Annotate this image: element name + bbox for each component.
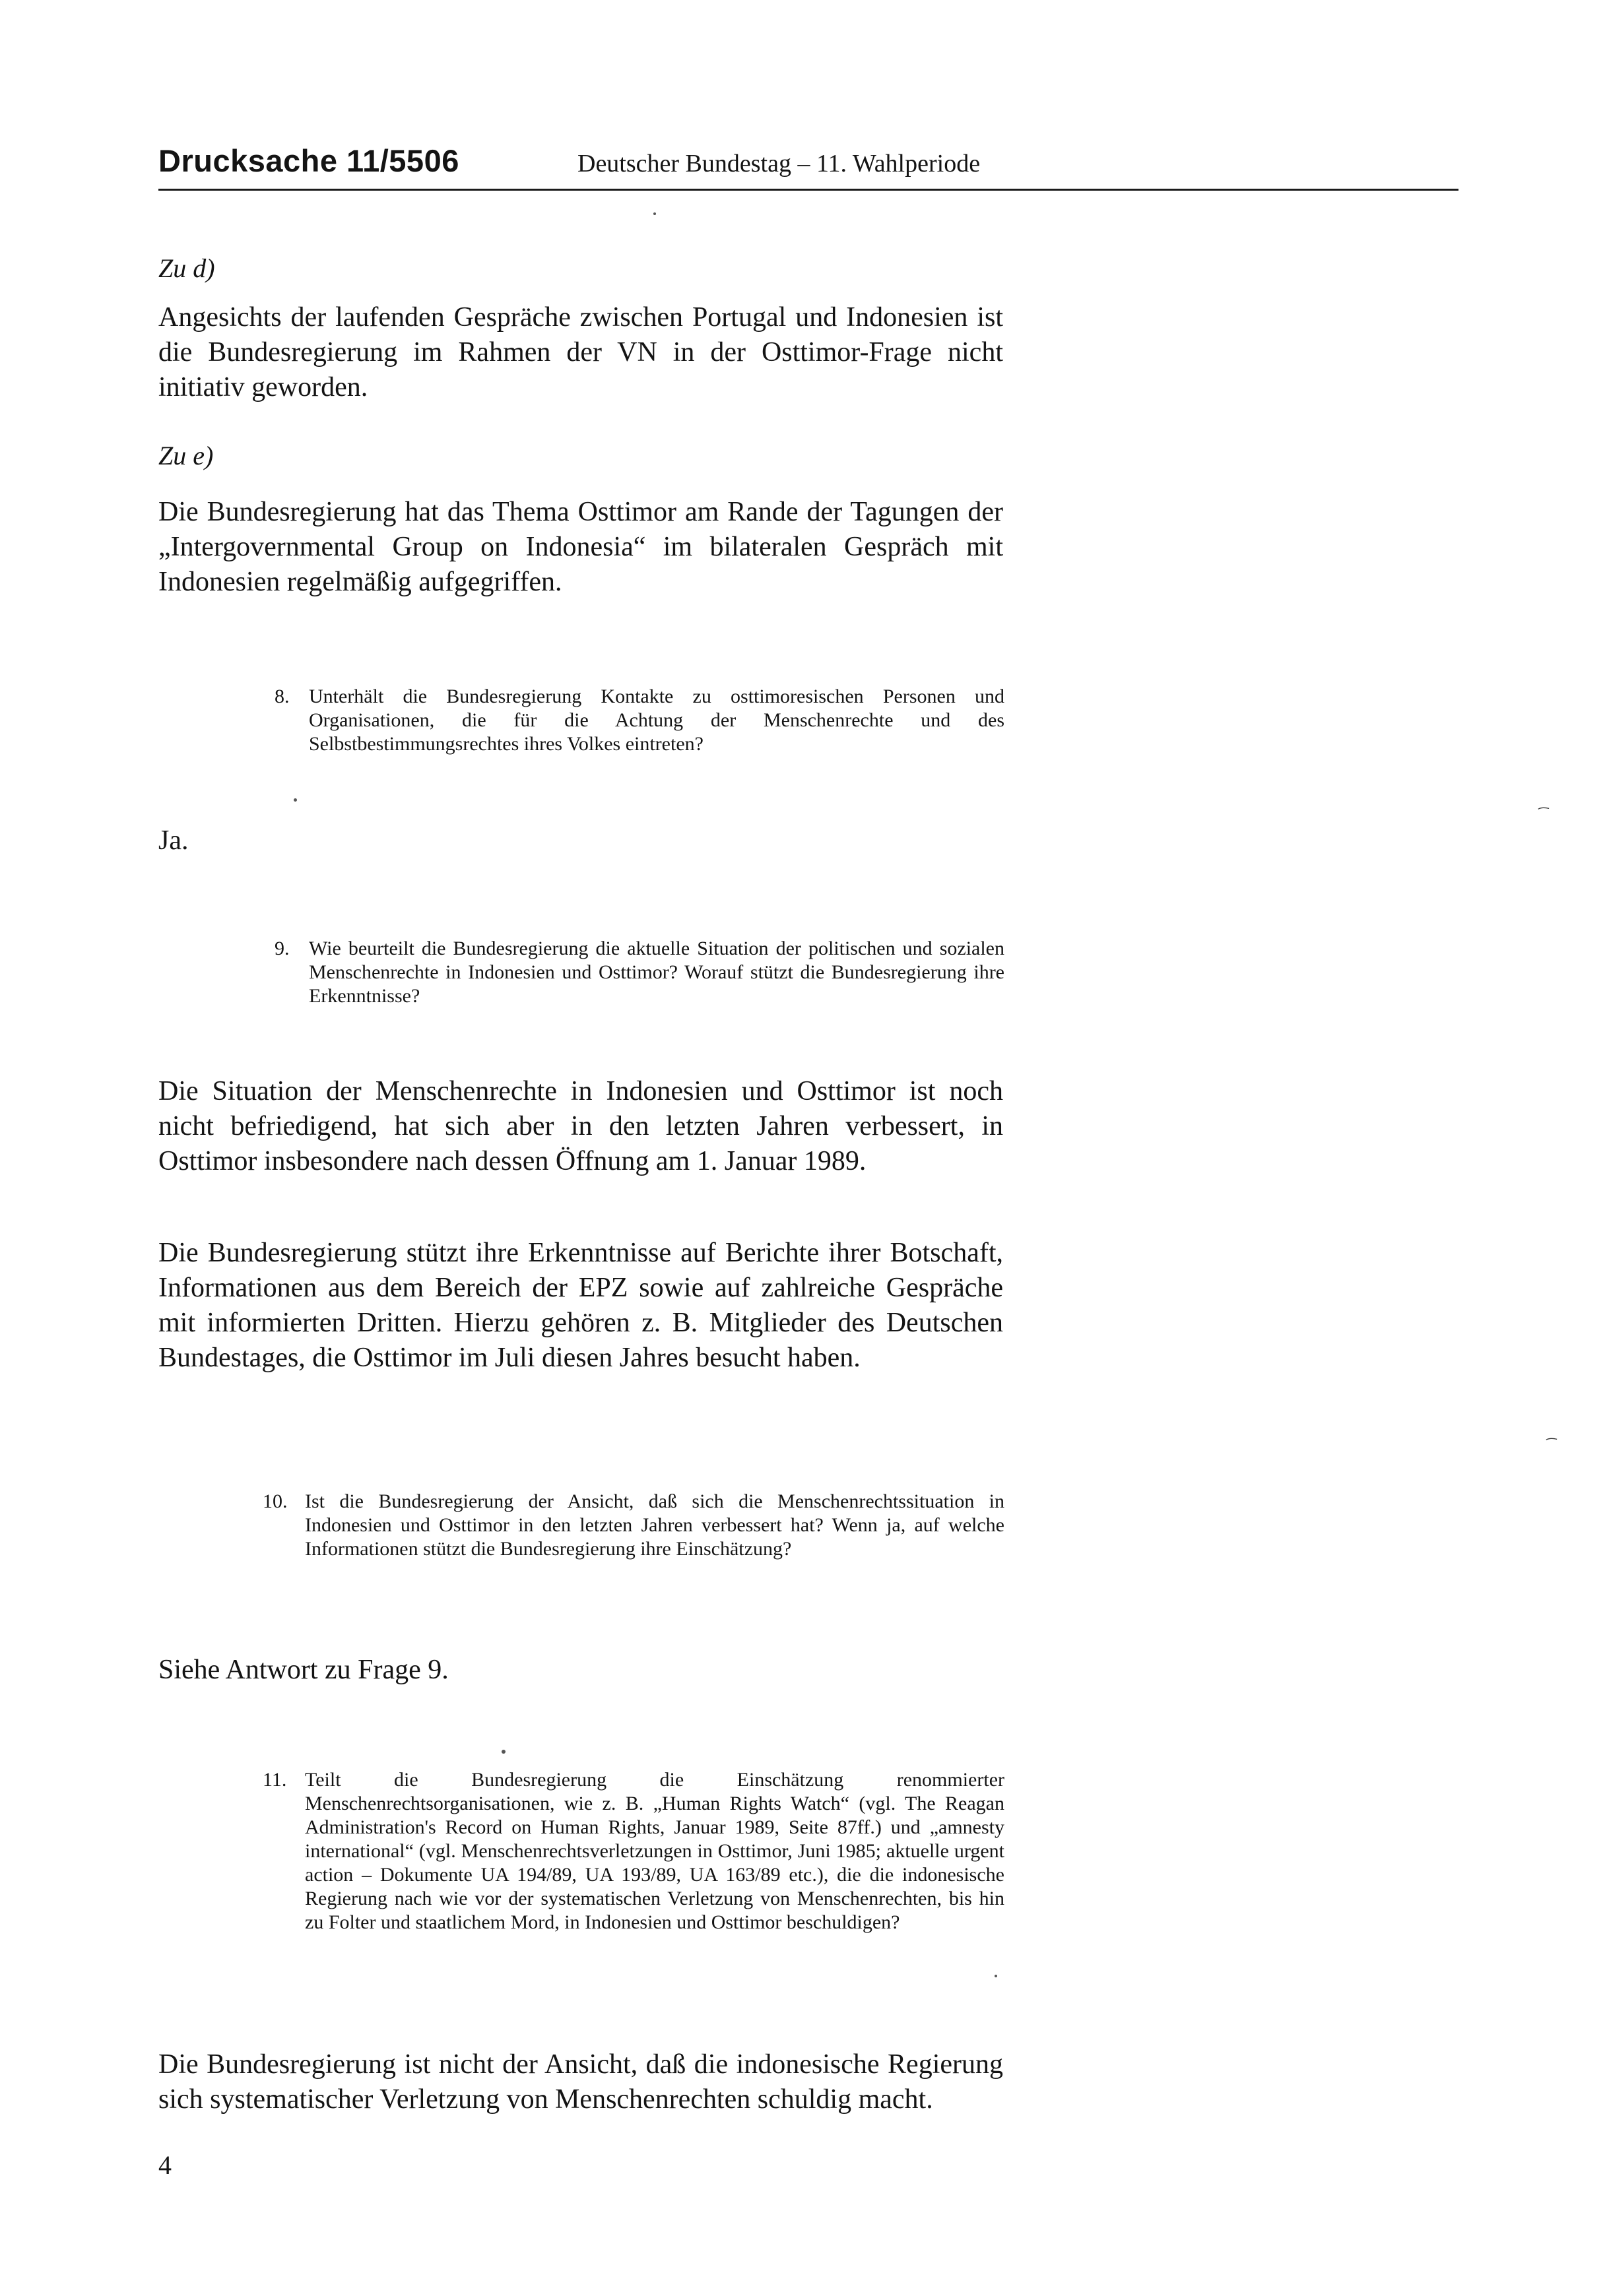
scan-speck [502, 1750, 506, 1754]
question-text: Teilt die Bundesregierung die Einschätzung renommierter Menschenrechtsorganisationen, wie z. B. „Human Rights Watch“ (vgl. The Reagan Administration's Record on Human Rights, Januar 1989, Seite 87ff.) und „amnesty international“ (vgl. Menschenrechtsverletzungen in Osttimor, Juni 1985; aktuelle urgent action – Dokumente UA 194/89, UA 193/89, UA 163/89 etc.), die die indonesische Regierung nach wie vor der systematischen Verletzung von Menschenrechten, bis hin zu Folter und staatlichem Mord, in Indonesien und Osttimor beschuldigen? [305, 1769, 1004, 1933]
answer-11: Die Bundesregierung ist nicht der Ansicht, daß die indonesische Regierung sich systematischer Verletzung von Menschenrechten schuldig macht. [158, 2049, 1003, 2115]
answer-9-paragraph-2: Die Bundesregierung stützt ihre Erkenntnisse auf Berichte ihrer Botschaft, Informationen aus dem Bereich der EPZ sowie auf zahlreiche Gespräche mit informierten Dritten. Hierzu gehören z. B. Mitglieder des Deutschen Bundestages, die Osttimor im Juli diesen Jahres besucht haben. [158, 1238, 1003, 1373]
question-9 [275, 937, 1004, 1008]
answer-8: Ja. [158, 825, 189, 856]
question-8 [275, 685, 1004, 756]
question-number: 11. [263, 1769, 287, 1791]
scan-mark [1530, 806, 1557, 810]
scan-speck [653, 212, 656, 215]
scan-mark [1538, 1437, 1565, 1441]
question-number: 10. [263, 1490, 288, 1512]
answer-e-text: Die Bundesregierung hat das Thema Osttimor am Rande der Tagungen der „Intergovernmental Group on Indonesia“ im bilateralen Gespräch mit Indonesien regelmäßig aufgegriffen. [158, 497, 1003, 597]
answer-label-d: Zu d) [158, 253, 215, 283]
scan-speck [294, 798, 297, 802]
document-number: Drucksache 11/5506 [158, 143, 459, 178]
question-number: 9. [275, 938, 290, 959]
answer-d-text: Angesichts der laufenden Gespräche zwischen Portugal und Indonesien ist die Bundesregierung im Rahmen der VN in der Osttimor-Frage nicht initiativ geworden. [158, 302, 1003, 402]
question-number: 8. [275, 686, 290, 707]
answer-10: Siehe Antwort zu Frage 9. [158, 1655, 449, 1685]
question-text: Wie beurteilt die Bundesregierung die aktuelle Situation der politischen und sozialen Menschenrechte in Indonesien und Osttimor? Worauf stützt die Bundesregierung ihre Erkenntnisse? [309, 938, 1004, 1007]
question-10 [263, 1490, 1004, 1561]
question-text: Unterhält die Bundesregierung Kontakte zu osttimoresischen Personen und Organisationen, die für die Achtung der Menschenrechte und des Selbstbestimmungsrechtes ihres Volkes eintreten? [309, 686, 1004, 755]
page-number: 4 [158, 2150, 172, 2180]
document-source: Deutscher Bundestag – 11. Wahlperiode [577, 150, 981, 177]
question-text: Ist die Bundesregierung der Ansicht, daß sich die Menschenrechtssituation in Indonesien und Osttimor in den letzten Jahren verbessert hat? Wenn ja, auf welche Informationen stützt die Bundesregierung ihre Einschätzung? [305, 1490, 1004, 1560]
scan-speck [995, 1975, 997, 1977]
answer-9-paragraph-1: Die Situation der Menschenrechte in Indonesien und Osttimor ist noch nicht befriedigend, hat sich aber in den letzten Jahren verbessert, in Osttimor insbesondere nach dessen Öffnung am 1. Januar 1989. [158, 1076, 1003, 1176]
answer-label-e: Zu e) [158, 441, 214, 470]
page-header [158, 143, 1458, 191]
question-11 [263, 1768, 1004, 1934]
